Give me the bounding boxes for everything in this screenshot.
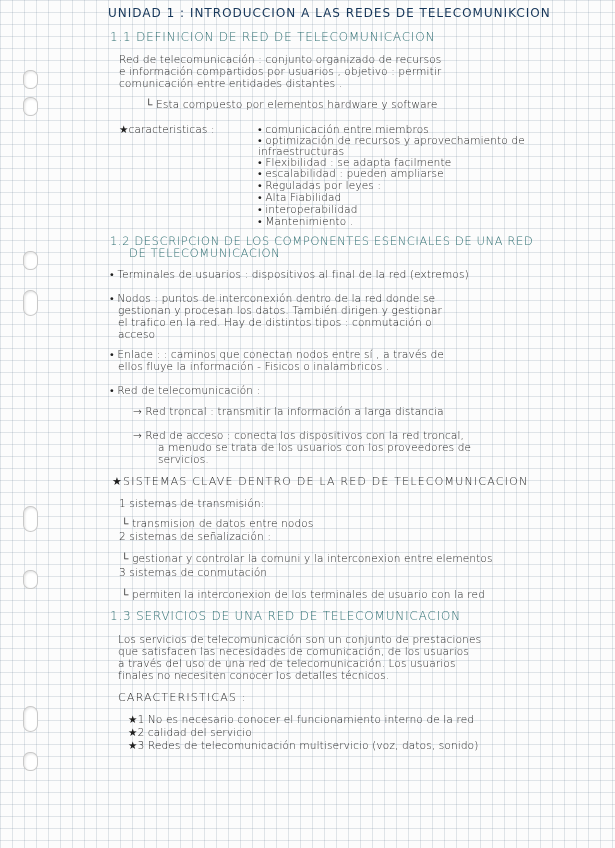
punch-hole xyxy=(23,570,38,589)
section-1-2-heading: 1.2 DESCRIPCION DE LOS COMPONENTES ESENCIALES DE UNA RED xyxy=(110,234,534,248)
system-detail: └ permiten la interconexion de los terminales de usuario con la red xyxy=(121,589,485,601)
definition-line: Red de telecomunicación : conjunto organizado de recursos xyxy=(119,54,442,66)
services-text: finales no necesiten conocer los detalles técnicos. xyxy=(118,670,390,682)
link-item: ellos fluye la información - Fisicos o inalambricos . xyxy=(118,361,390,373)
services-text: a través del uso de una red de telecomunicación. Los usuarios xyxy=(118,658,456,670)
punch-hole xyxy=(23,70,38,89)
services-characteristic: ★2 calidad del servicio xyxy=(128,727,252,739)
section-1-2-heading: DE TELECOMUNICACION xyxy=(129,246,281,260)
system-item: 3 sistemas de conmutación xyxy=(119,567,268,579)
services-text: Los servicios de telecomunicación son un conjunto de prestaciones xyxy=(118,634,482,646)
punch-hole xyxy=(23,97,38,116)
punch-hole xyxy=(23,290,38,316)
punch-hole xyxy=(23,251,38,270)
punch-hole xyxy=(23,706,38,732)
characteristic-item: • escalabilidad : pueden ampliarse xyxy=(258,168,444,180)
punch-hole xyxy=(23,752,38,771)
nodes-item: • Nodos : puntos de interconexión dentro de la red donde se xyxy=(110,293,436,305)
key-systems-heading: ★SISTEMAS CLAVE DENTRO DE LA RED DE TELECOMUNICACION xyxy=(112,475,529,488)
services-characteristics-label: CARACTERISTICAS : xyxy=(118,691,247,704)
nodes-item: gestionan y procesan los datos. También dirigen y gestionar xyxy=(118,305,443,317)
characteristic-item: • Mantenimiento . xyxy=(258,216,354,228)
section-1-3-heading: 1.3 SERVICIOS DE UNA RED DE TELECOMUNICACION xyxy=(110,609,461,623)
services-text: que satisfacen las necesidades de comunicación, de los usuarios xyxy=(118,646,469,658)
backbone-network: → Red troncal : transmitir la información a larga distancia xyxy=(133,406,444,418)
system-detail: └ gestionar y controlar la comuni y la interconexion entre elementos xyxy=(121,553,493,565)
definition-line: comunicación entre entidades distantes . xyxy=(119,78,343,90)
nodes-item: el trafico en la red. Hay de distintos tipos : conmutación o xyxy=(118,317,432,329)
characteristic-item: • optimización de recursos y aprovechamiento de xyxy=(258,135,525,147)
characteristic-item: • comunicación entre miembros xyxy=(258,124,429,136)
characteristic-item: • interoperabilidad xyxy=(258,204,358,216)
access-network: a menudo se trata de los usuarios con los proveedores de xyxy=(158,442,472,454)
access-network: servicios. xyxy=(158,454,209,466)
characteristic-item: • Alta Fiabilidad xyxy=(258,192,342,204)
system-detail: └ transmision de datos entre nodos xyxy=(121,518,314,530)
services-characteristic: ★1 No es necesario conocer el funcionamiento interno de la red xyxy=(128,714,475,726)
unit-title: UNIDAD 1 : INTRODUCCION A LAS REDES DE TELECOMUNIKCION xyxy=(108,6,551,20)
characteristic-item: • Flexibilidad : se adapta facilmente xyxy=(258,157,452,169)
definition-line: e información compartidos por usuarios , objetivo : permitir xyxy=(119,66,442,78)
network-item: • Red de telecomunicación : xyxy=(110,385,261,397)
punch-hole xyxy=(23,506,38,532)
section-1-1-heading: 1.1 DEFINICION DE RED DE TELECOMUNICACION xyxy=(110,30,436,44)
services-characteristic: ★3 Redes de telecomunicación multiservicio (voz, datos, sonido) xyxy=(128,740,479,752)
composition-note: └ Esta compuesto por elementos hardware y software xyxy=(145,99,438,111)
characteristic-item: • Reguladas por leyes : xyxy=(258,180,382,192)
characteristics-label: ★caracteristicas : xyxy=(119,124,215,136)
system-item: 2 sistemas de señalización : xyxy=(119,531,272,543)
terminals-item: • Terminales de usuarios : dispositivos al final de la red (extremos) xyxy=(110,269,469,281)
system-item: 1 sistemas de transmisión: xyxy=(119,498,265,510)
nodes-item: acceso xyxy=(118,329,156,341)
access-network: → Red de acceso : conecta los dispositivos con la red troncal, xyxy=(133,430,465,442)
link-item: • Enlace : : caminos que conectan nodos entre sí , a través de xyxy=(110,349,444,361)
characteristic-item: infraestructuras xyxy=(258,146,345,158)
